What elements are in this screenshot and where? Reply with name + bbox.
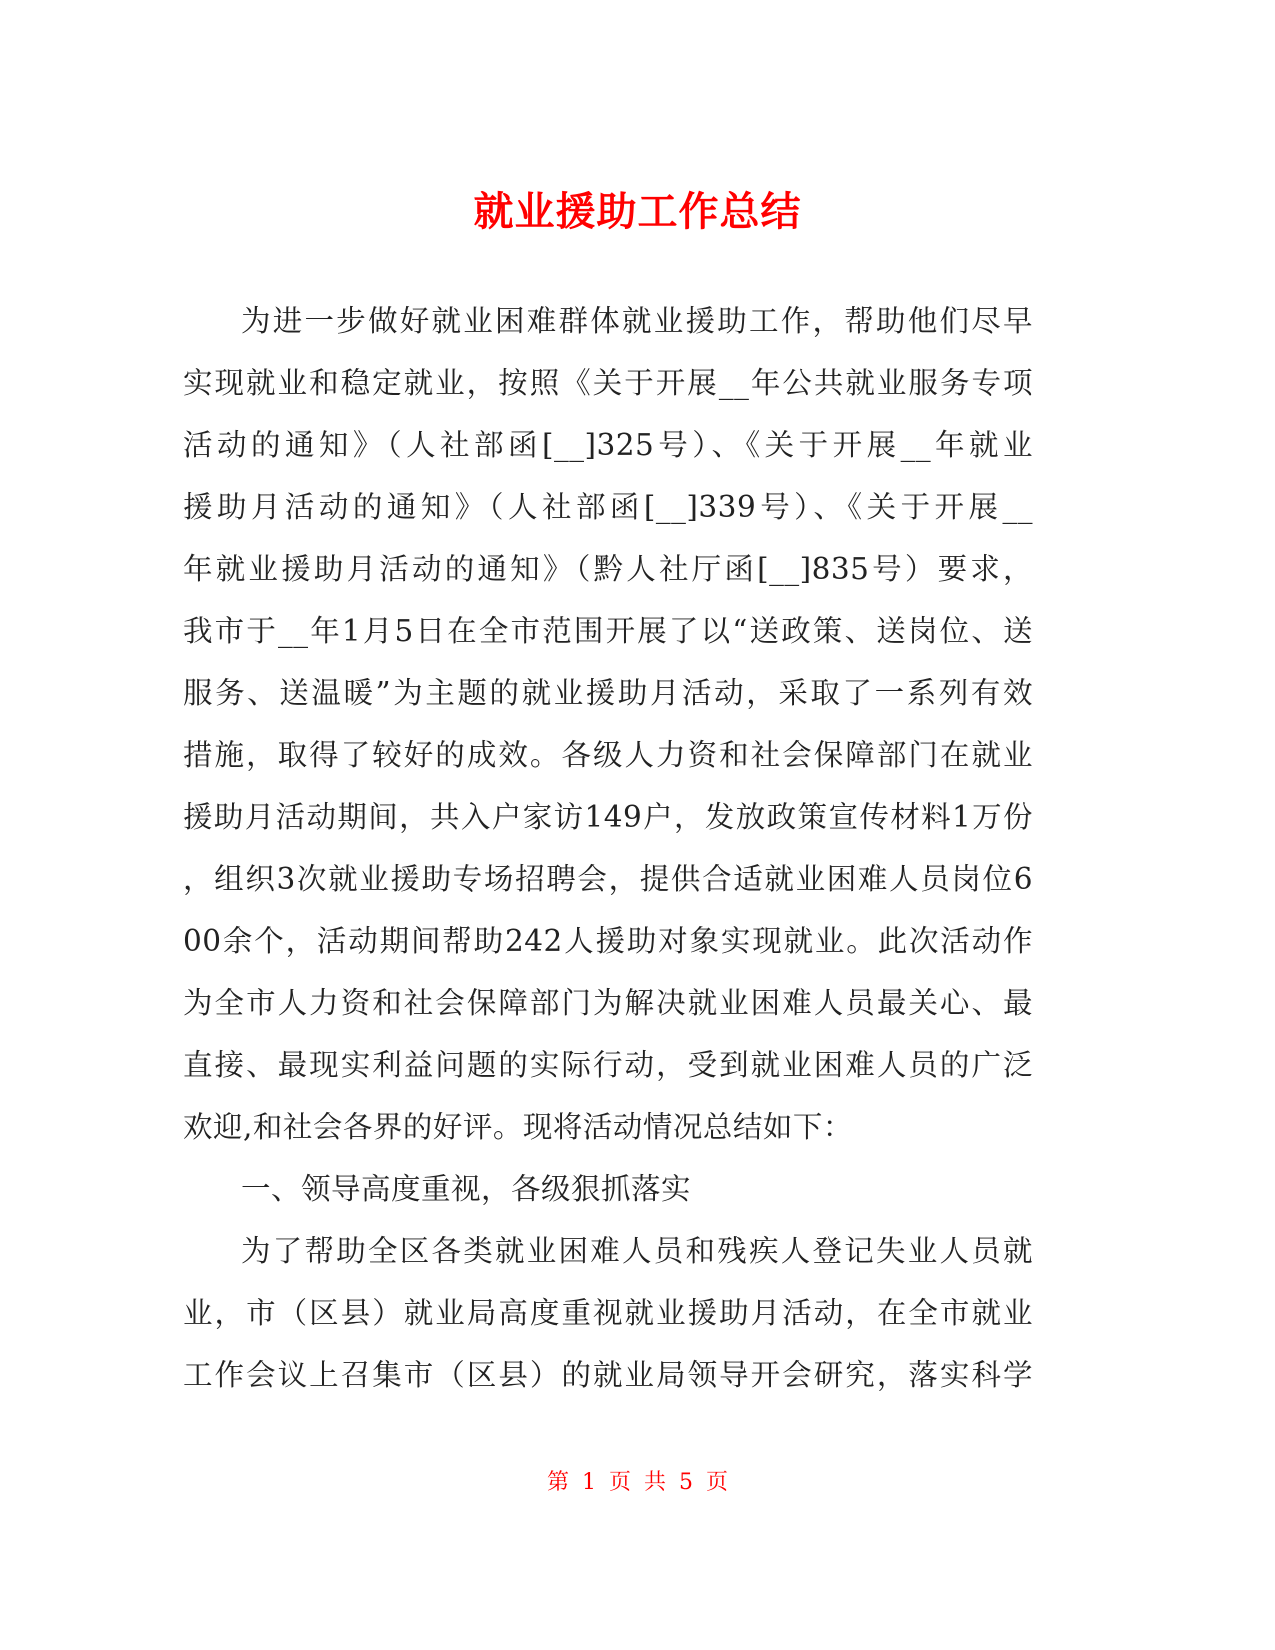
section-heading: 一、领导高度重视，各级狠抓落实	[241, 1172, 692, 1206]
body-line: ，组织3次就业援助专场招聘会，提供合适就业困难人员岗位6	[183, 862, 1033, 896]
body-line: 为进一步做好就业困难群体就业援助工作，帮助他们尽早	[241, 304, 1033, 338]
body-line: 措施，取得了较好的成效。各级人力资和社会保障部门在就业	[183, 738, 1033, 772]
body-line: 欢迎,和社会各界的好评。现将活动情况总结如下：	[183, 1110, 853, 1144]
body-line: 业，市（区县）就业局高度重视就业援助月活动，在全市就业	[183, 1296, 1033, 1330]
body-line: 工作会议上召集市（区县）的就业局领导开会研究，落实科学	[183, 1358, 1033, 1392]
document-body	[183, 290, 1033, 1406]
page-number-footer: 第 1 页 共 5 页	[547, 1470, 728, 1495]
body-line: 活动的通知》（人社部函[__]325号）、《关于开展__年就业	[183, 428, 1033, 462]
body-line: 援助月活动的通知》（人社部函[__]339号）、《关于开展__	[183, 490, 1033, 524]
body-line: 00余个，活动期间帮助242人援助对象实现就业。此次活动作	[183, 924, 1033, 958]
body-line: 直接、最现实利益问题的实际行动，受到就业困难人员的广泛	[183, 1048, 1033, 1082]
body-line: 为了帮助全区各类就业困难人员和残疾人登记失业人员就	[241, 1234, 1033, 1268]
body-line: 实现就业和稳定就业，按照《关于开展__年公共就业服务专项	[183, 366, 1033, 400]
body-line: 援助月活动期间，共入户家访149户，发放政策宣传材料1万份	[183, 800, 1033, 834]
document-title: 就业援助工作总结	[473, 188, 802, 235]
body-line: 为全市人力资和社会保障部门为解决就业困难人员最关心、最	[183, 986, 1033, 1020]
body-line: 服务、送温暖”为主题的就业援助月活动，采取了一系列有效	[183, 676, 1033, 710]
body-line: 我市于__年1月5日在全市范围开展了以“送政策、送岗位、送	[183, 614, 1033, 648]
body-line: 年就业援助月活动的通知》（黔人社厅函[__]835号）要求，	[183, 552, 1033, 586]
